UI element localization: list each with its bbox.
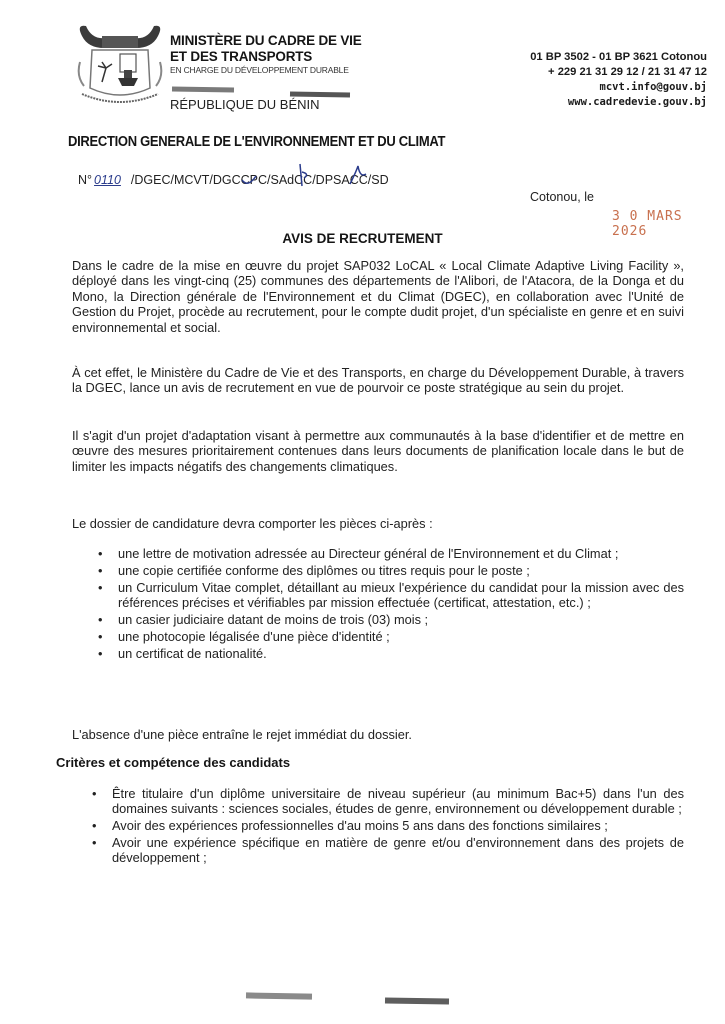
bullet-icon: • [92, 786, 97, 801]
bullet-icon: • [92, 835, 97, 850]
paragraph-rejection-note-text: L'absence d'une pièce entraîne le rejet immédiat du dossier. [72, 727, 412, 742]
list-item [92, 818, 684, 833]
criteria-list [92, 786, 684, 867]
paragraph-rejection-note [72, 727, 684, 742]
paragraph-project-text: Il s'agit d'un projet d'adaptation visant à permettre aux communautés à la base d'identifier et de mettre en œuvre des mesures prioritairement contenues dans leurs documents de planification locale dans le but de limiter les impacts négatifs des changements climatiques. [72, 428, 684, 474]
bullet-icon: • [98, 546, 103, 561]
list-item-text: une lettre de motivation adressée au Directeur général de l'Environnement et du Climat ; [118, 546, 619, 561]
footer-bar-right [385, 997, 449, 1004]
direction-name: DIRECTION GENERALE DE L'ENVIRONNEMENT ET DU CLIMAT [68, 132, 446, 150]
bullet-icon: • [98, 612, 103, 627]
contact-phone: + 229 21 31 29 12 / 21 31 47 12 [548, 66, 707, 78]
list-item [98, 546, 684, 561]
bullet-icon: • [98, 646, 103, 661]
list-item-text: Avoir une expérience spécifique en matière de genre et/ou d'environnement dans des projets de développement ; [112, 835, 684, 865]
list-item [92, 835, 684, 865]
list-item [98, 629, 684, 644]
list-item [98, 563, 684, 578]
ministry-subtitle: EN CHARGE DU DÉVELOPPEMENT DURABLE [170, 65, 349, 75]
list-item-text: un Curriculum Vitae complet, détaillant au mieux l'expérience du candidat pour la mission avec des références précises et vérifiables par mission effectuée (certificat, attestation, etc.) ; [118, 580, 684, 610]
list-item [98, 612, 684, 627]
list-item [92, 786, 684, 816]
bullet-icon: • [98, 563, 103, 578]
bullet-icon: • [98, 580, 103, 595]
paragraph-project [72, 428, 684, 474]
reference-handwritten-number: 0110 [94, 173, 121, 187]
list-item [98, 646, 684, 661]
ministry-block [170, 33, 362, 76]
flag-bar-left [172, 86, 234, 92]
contact-address: 01 BP 3502 - 01 BP 3621 Cotonou [530, 51, 707, 63]
footer-bar-left [246, 992, 312, 999]
paragraph-announcement-text: À cet effet, le Ministère du Cadre de Vie et des Transports, en charge du Développement Durable, à travers la DGEC, lance un avis de recrutement en vue de pourvoir ce poste stratégique au sein du projet. [72, 365, 684, 396]
paragraph-announcement [72, 365, 684, 396]
contact-website: www.cadredevie.gouv.bj [567, 96, 707, 108]
list-item-text: Être titulaire d'un diplôme universitaire de niveau supérieur (au minimum Bac+5) dans l'un des domaines suivants : sciences sociales, études de genre, environnement ou développement durable ; [112, 786, 684, 816]
date-stamp: 3 0 MARS 2026 [612, 209, 683, 239]
list-item-text: un certificat de nationalité. [118, 646, 267, 661]
paragraph-dossier-intro-text: Le dossier de candidature devra comporter les pièces ci-après : [72, 516, 433, 531]
list-item [98, 580, 684, 610]
contact-email: mcvt.info@gouv.bj [599, 81, 707, 93]
place-label: Cotonou, le [530, 190, 594, 204]
paragraph-dossier-intro [72, 516, 684, 531]
list-item-text: Avoir des expériences professionnelles d'au moins 5 ans dans des fonctions similaires ; [112, 818, 608, 833]
list-item-text: une copie certifiée conforme des diplômes ou titres requis pour le poste ; [118, 563, 530, 578]
list-item-text: un casier judiciaire datant de moins de trois (03) mois ; [118, 612, 429, 627]
bullet-icon: • [98, 629, 103, 644]
ministry-name-line1: MINISTÈRE DU CADRE DE VIE [170, 33, 362, 48]
republic-name: RÉPUBLIQUE DU BÉNIN [170, 97, 320, 112]
paragraph-context-text: Dans le cadre de la mise en œuvre du projet SAP032 LoCAL « Local Climate Adaptive Living Facility », déployé dans les vingt-cinq (25) communes des départements de l'Alibori, de l'Atacora, de la Donga et du Mono, la Direction générale de l'Environnement et du Climat (DGEC), en collaboration avec l'Unité de Gestion du Projet, procède au recrutement, pour le compte dudit projet, d'un spécialiste en genre et en suivi environnemental et social. [72, 258, 684, 335]
contact-block [530, 50, 707, 110]
reference-prefix: N° [78, 173, 93, 187]
initials-signature-icon [240, 162, 380, 192]
ministry-name-line2: ET DES TRANSPORTS [170, 49, 313, 64]
documents-list [98, 546, 684, 663]
reference-suffix: /DGEC/MCVT/DGCCPC/SAdCC/DPSACC/SD [130, 173, 389, 187]
criteria-heading: Critères et compétence des candidats [56, 755, 291, 770]
document-title: AVIS DE RECRUTEMENT [282, 231, 443, 246]
benin-coat-of-arms-icon [72, 22, 168, 108]
list-item-text: une photocopie légalisée d'une pièce d'identité ; [118, 629, 390, 644]
paragraph-context [72, 258, 684, 335]
bullet-icon: • [92, 818, 97, 833]
